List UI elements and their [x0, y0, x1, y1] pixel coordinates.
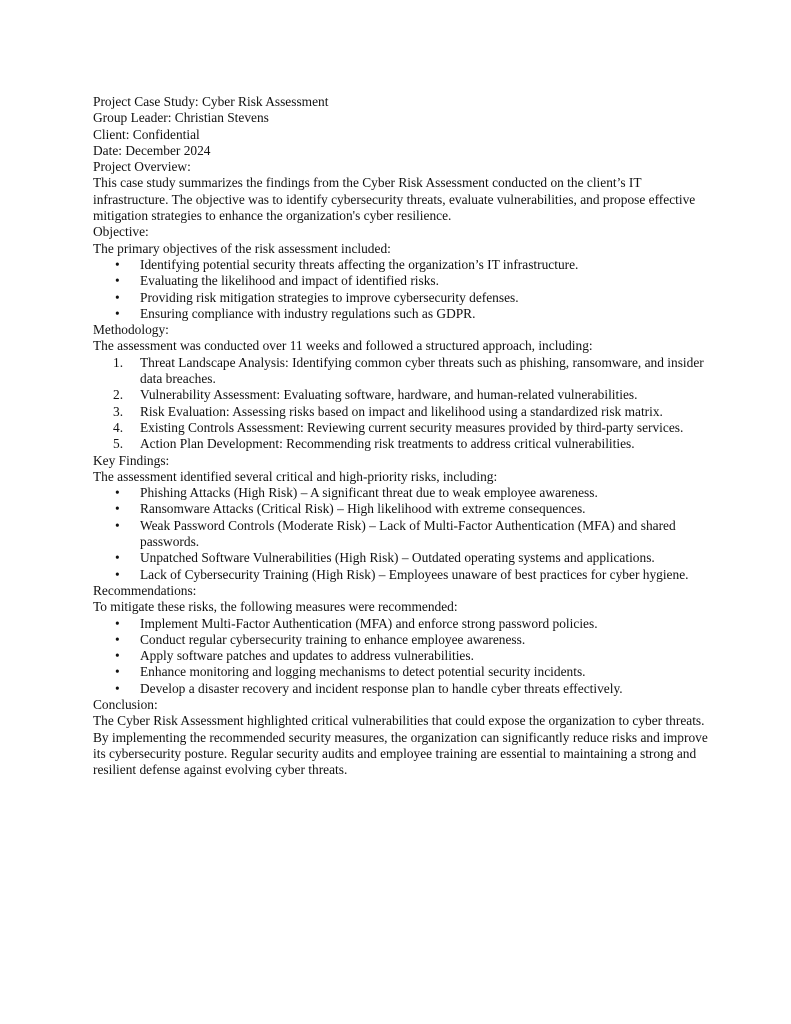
list-item — [93, 485, 713, 501]
document-page — [93, 94, 713, 778]
objective-heading: Objective: — [93, 224, 149, 240]
list-item-text: Ensuring compliance with industry regulations such as GDPR. — [140, 305, 476, 321]
bullet: • — [115, 273, 120, 289]
recommendations-heading: Recommendations: — [93, 582, 197, 598]
list-item-text: Threat Landscape Analysis: Identifying common cyber threats such as phishing, ransomware, and insider data breaches. — [140, 354, 704, 387]
list-item-text: Phishing Attacks (High Risk) – A significant threat due to weak employee awareness. — [140, 485, 598, 501]
client: Client: Confidential — [93, 126, 200, 142]
list-item — [93, 681, 713, 697]
bullet: • — [115, 664, 120, 680]
list-item-text: Lack of Cybersecurity Training (High Risk) – Employees unaware of best practices for cyber hygiene. — [140, 566, 689, 582]
list-number: 4. — [113, 419, 124, 435]
list-item-text: Weak Password Controls (Moderate Risk) – Lack of Multi-Factor Authentication (MFA) and shared passwords. — [140, 517, 676, 550]
objective-list — [93, 257, 713, 322]
list-item — [93, 616, 713, 632]
list-item — [93, 550, 713, 566]
list-item — [93, 420, 713, 436]
methodology-heading: Methodology: — [93, 322, 169, 338]
list-item — [93, 501, 713, 517]
findings-heading: Key Findings: — [93, 452, 170, 468]
findings-intro: The assessment identified several critical and high-priority risks, including: — [93, 468, 498, 484]
bullet: • — [115, 501, 120, 517]
bullet: • — [115, 256, 120, 272]
list-item-text: Unpatched Software Vulnerabilities (High Risk) – Outdated operating systems and applications. — [140, 550, 655, 566]
bullet: • — [115, 615, 120, 631]
overview-heading: Project Overview: — [93, 159, 191, 175]
list-item — [93, 436, 713, 452]
list-item-text: Enhance monitoring and logging mechanisms to detect potential security incidents. — [140, 664, 586, 680]
list-item — [93, 518, 713, 551]
list-item — [93, 257, 713, 273]
list-item-text: Implement Multi-Factor Authentication (MFA) and enforce strong password policies. — [140, 615, 598, 631]
conclusion-text: The Cyber Risk Assessment highlighted critical vulnerabilities that could expose the organization to cyber threats. By implementing the recommended security measures, the organization can significantly reduce risks and improve its cybersecurity posture. Regular security audits and employee training are essential to maintaining a strong and resilient defense against evolving cyber threats. — [93, 713, 708, 778]
list-item-text: Apply software patches and updates to address vulnerabilities. — [140, 648, 474, 664]
bullet: • — [115, 517, 120, 533]
group-leader: Group Leader: Christian Stevens — [93, 110, 269, 126]
list-item — [93, 648, 713, 664]
bullet: • — [115, 485, 120, 501]
methodology-intro: The assessment was conducted over 11 weeks and followed a structured approach, including: — [93, 338, 593, 354]
list-item-text: Evaluating the likelihood and impact of identified risks. — [140, 273, 439, 289]
date: Date: December 2024 — [93, 142, 211, 158]
bullet: • — [115, 566, 120, 582]
list-number: 3. — [113, 403, 124, 419]
list-item — [93, 273, 713, 289]
list-item-text: Providing risk mitigation strategies to improve cybersecurity defenses. — [140, 289, 519, 305]
bullet: • — [115, 550, 120, 566]
bullet: • — [115, 631, 120, 647]
list-item-text: Existing Controls Assessment: Reviewing current security measures provided by third-party services. — [140, 419, 684, 435]
list-item — [93, 290, 713, 306]
bullet: • — [115, 680, 120, 696]
list-number: 2. — [113, 387, 124, 403]
list-item — [93, 306, 713, 322]
list-item — [93, 387, 713, 403]
list-item — [93, 567, 713, 583]
list-item — [93, 664, 713, 680]
bullet: • — [115, 648, 120, 664]
list-item-text: Vulnerability Assessment: Evaluating software, hardware, and human-related vulnerabilities. — [140, 387, 638, 403]
document-title: Project Case Study: Cyber Risk Assessment — [93, 94, 329, 109]
list-item-text: Identifying potential security threats affecting the organization’s IT infrastructure. — [140, 256, 579, 272]
recommendations-list — [93, 616, 713, 697]
list-item — [93, 632, 713, 648]
overview-text: This case study summarizes the findings from the Cyber Risk Assessment conducted on the client’s IT infrastructure. The objective was to identify cybersecurity threats, evaluate vulnerabilities, and propose effective mitigation strategies to enhance the organization's cyber resilience. — [93, 175, 696, 224]
list-item-text: Action Plan Development: Recommending risk treatments to address critical vulnerabilities. — [140, 436, 635, 452]
list-item-text: Ransomware Attacks (Critical Risk) – High likelihood with extreme consequences. — [140, 501, 586, 517]
bullet: • — [115, 305, 120, 321]
bullet: • — [115, 289, 120, 305]
list-item-text: Conduct regular cybersecurity training to enhance employee awareness. — [140, 631, 526, 647]
list-item-text: Risk Evaluation: Assessing risks based on impact and likelihood using a standardized risk matrix. — [140, 403, 663, 419]
list-item-text: Develop a disaster recovery and incident response plan to handle cyber threats effectively. — [140, 680, 623, 696]
list-number: 5. — [113, 436, 124, 452]
recommendations-intro: To mitigate these risks, the following measures were recommended: — [93, 599, 458, 615]
list-number: 1. — [113, 354, 124, 370]
list-item — [93, 355, 713, 388]
methodology-list — [93, 355, 713, 453]
findings-list — [93, 485, 713, 583]
list-item — [93, 404, 713, 420]
conclusion-heading: Conclusion: — [93, 696, 158, 712]
objective-intro: The primary objectives of the risk assessment included: — [93, 240, 391, 256]
